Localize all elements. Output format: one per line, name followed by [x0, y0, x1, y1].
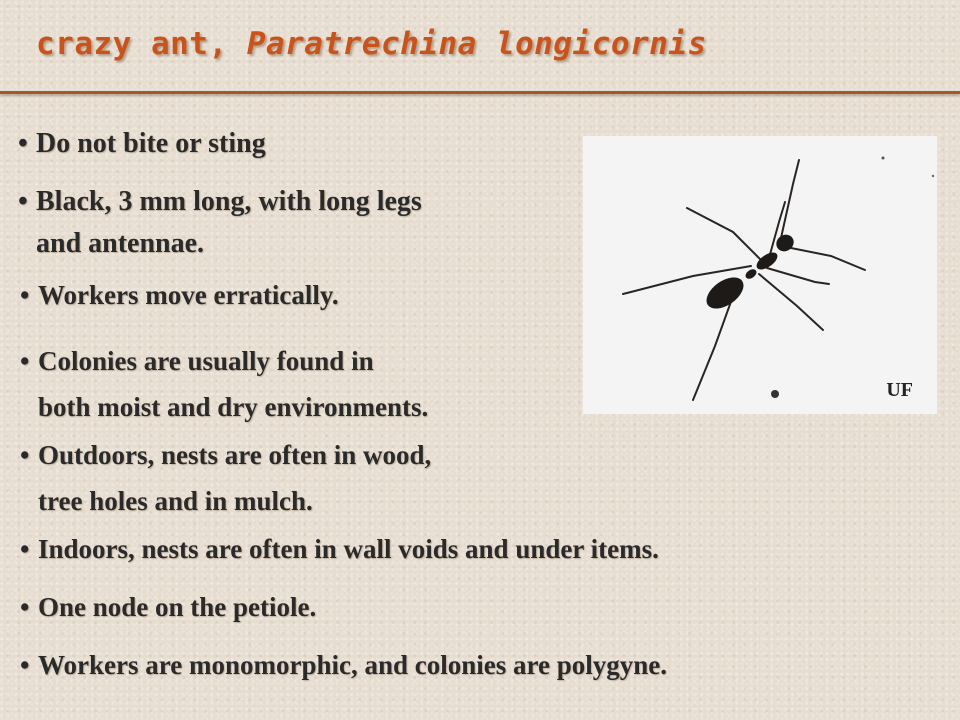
title-divider	[0, 91, 960, 94]
bullet-dot-icon: •	[20, 534, 30, 564]
bullet-dot-icon: •	[20, 280, 30, 310]
ant-illustration-icon	[583, 136, 937, 414]
bullet-dot-icon: •	[20, 440, 30, 470]
bullet-dot-icon: •	[18, 186, 28, 217]
bullet-item: • One node on the petiole.	[20, 592, 317, 622]
ant-photo	[583, 136, 937, 414]
photo-credit-label: UF	[886, 379, 913, 401]
slide-title	[36, 26, 707, 62]
bullet-item: • Colonies are usually found in both moist and dry environments.	[20, 338, 428, 430]
bullet-item: • Workers move erratically.	[20, 280, 339, 310]
bullet-item: • Do not bite or sting	[18, 128, 266, 159]
bullet-dot-icon: •	[20, 346, 30, 376]
bullet-dot-icon: •	[20, 650, 30, 680]
bullet-item: • Black, 3 mm long, with long legs and antennae.	[18, 181, 422, 265]
bullet-item: • Workers are monomorphic, and colonies are polygyne.	[20, 650, 667, 680]
title-scientific-name: Paratrechina longicornis	[246, 26, 707, 62]
bullet-dot-icon: •	[18, 128, 28, 159]
bullet-item: • Indoors, nests are often in wall voids and under items.	[20, 534, 659, 564]
bullet-item: • Outdoors, nests are often in wood, tree holes and in mulch.	[20, 432, 431, 524]
bullet-dot-icon: •	[20, 592, 30, 622]
title-common-name: crazy ant,	[36, 26, 247, 62]
